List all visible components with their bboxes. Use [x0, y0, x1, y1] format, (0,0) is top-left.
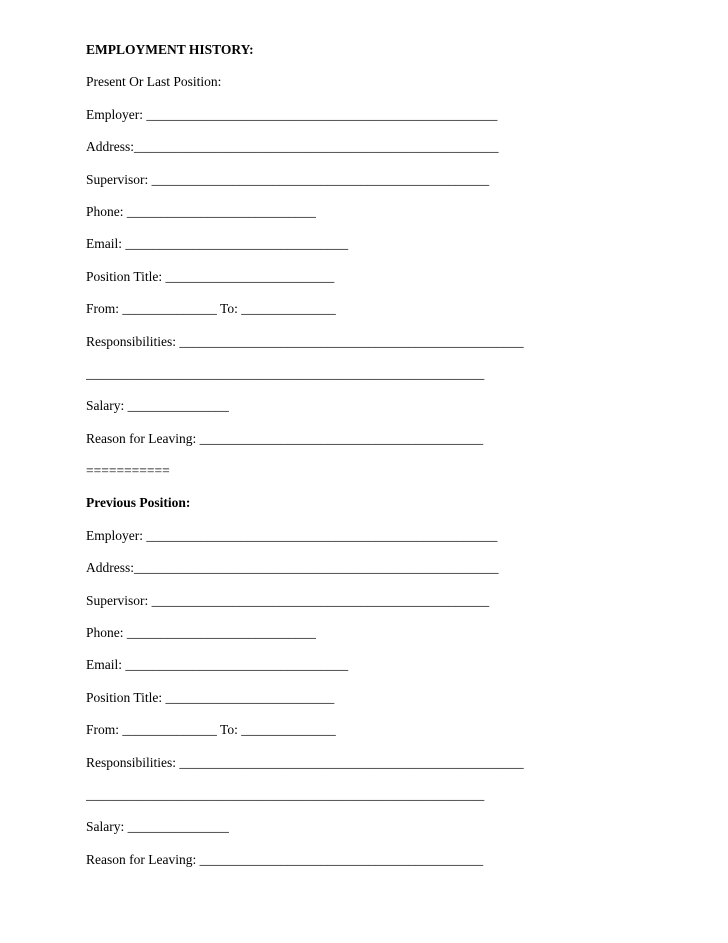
page-heading: EMPLOYMENT HISTORY:	[86, 42, 254, 57]
previous-responsibilities-continuation: ___________________________________________________________	[86, 786, 485, 802]
present-reason-field: Reason for Leaving: __________________________________________	[86, 430, 484, 446]
previous-position-title-field: Position Title: _________________________	[86, 689, 335, 705]
present-phone-field: Phone: ____________________________	[86, 203, 316, 219]
present-supervisor-field: Supervisor: __________________________________________________	[86, 171, 490, 187]
previous-email-field: Email: _________________________________	[86, 657, 349, 673]
previous-responsibilities-field: Responsibilities: ___________________________________________________	[86, 754, 524, 770]
previous-position-section	[86, 487, 706, 876]
present-employer-field: Employer: ____________________________________________________	[86, 106, 498, 122]
section-separator: ===========	[86, 463, 170, 479]
previous-section-title: Previous Position:	[86, 495, 191, 511]
present-salary-field: Salary: _______________	[86, 398, 229, 414]
present-from-to-field: From: ______________ To: ______________	[86, 301, 336, 317]
present-email-field: Email: _________________________________	[86, 236, 349, 252]
present-address-field: Address:______________________________________________________	[86, 139, 499, 155]
previous-address-field: Address:______________________________________________________	[86, 560, 499, 576]
previous-from-to-field: From: ______________ To: ______________	[86, 722, 336, 738]
present-section-title: Present Or Last Position:	[86, 74, 222, 90]
previous-phone-field: Phone: ____________________________	[86, 625, 316, 641]
previous-employer-field: Employer: ____________________________________________________	[86, 527, 498, 543]
present-position-section	[86, 66, 706, 455]
present-position-title-field: Position Title: _________________________	[86, 268, 335, 284]
previous-salary-field: Salary: _______________	[86, 819, 229, 835]
previous-supervisor-field: Supervisor: __________________________________________________	[86, 592, 490, 608]
employment-history-form	[86, 34, 706, 876]
previous-reason-field: Reason for Leaving: __________________________________________	[86, 851, 484, 867]
present-responsibilities-field: Responsibilities: ___________________________________________________	[86, 333, 524, 349]
present-responsibilities-continuation: ___________________________________________________________	[86, 365, 485, 381]
